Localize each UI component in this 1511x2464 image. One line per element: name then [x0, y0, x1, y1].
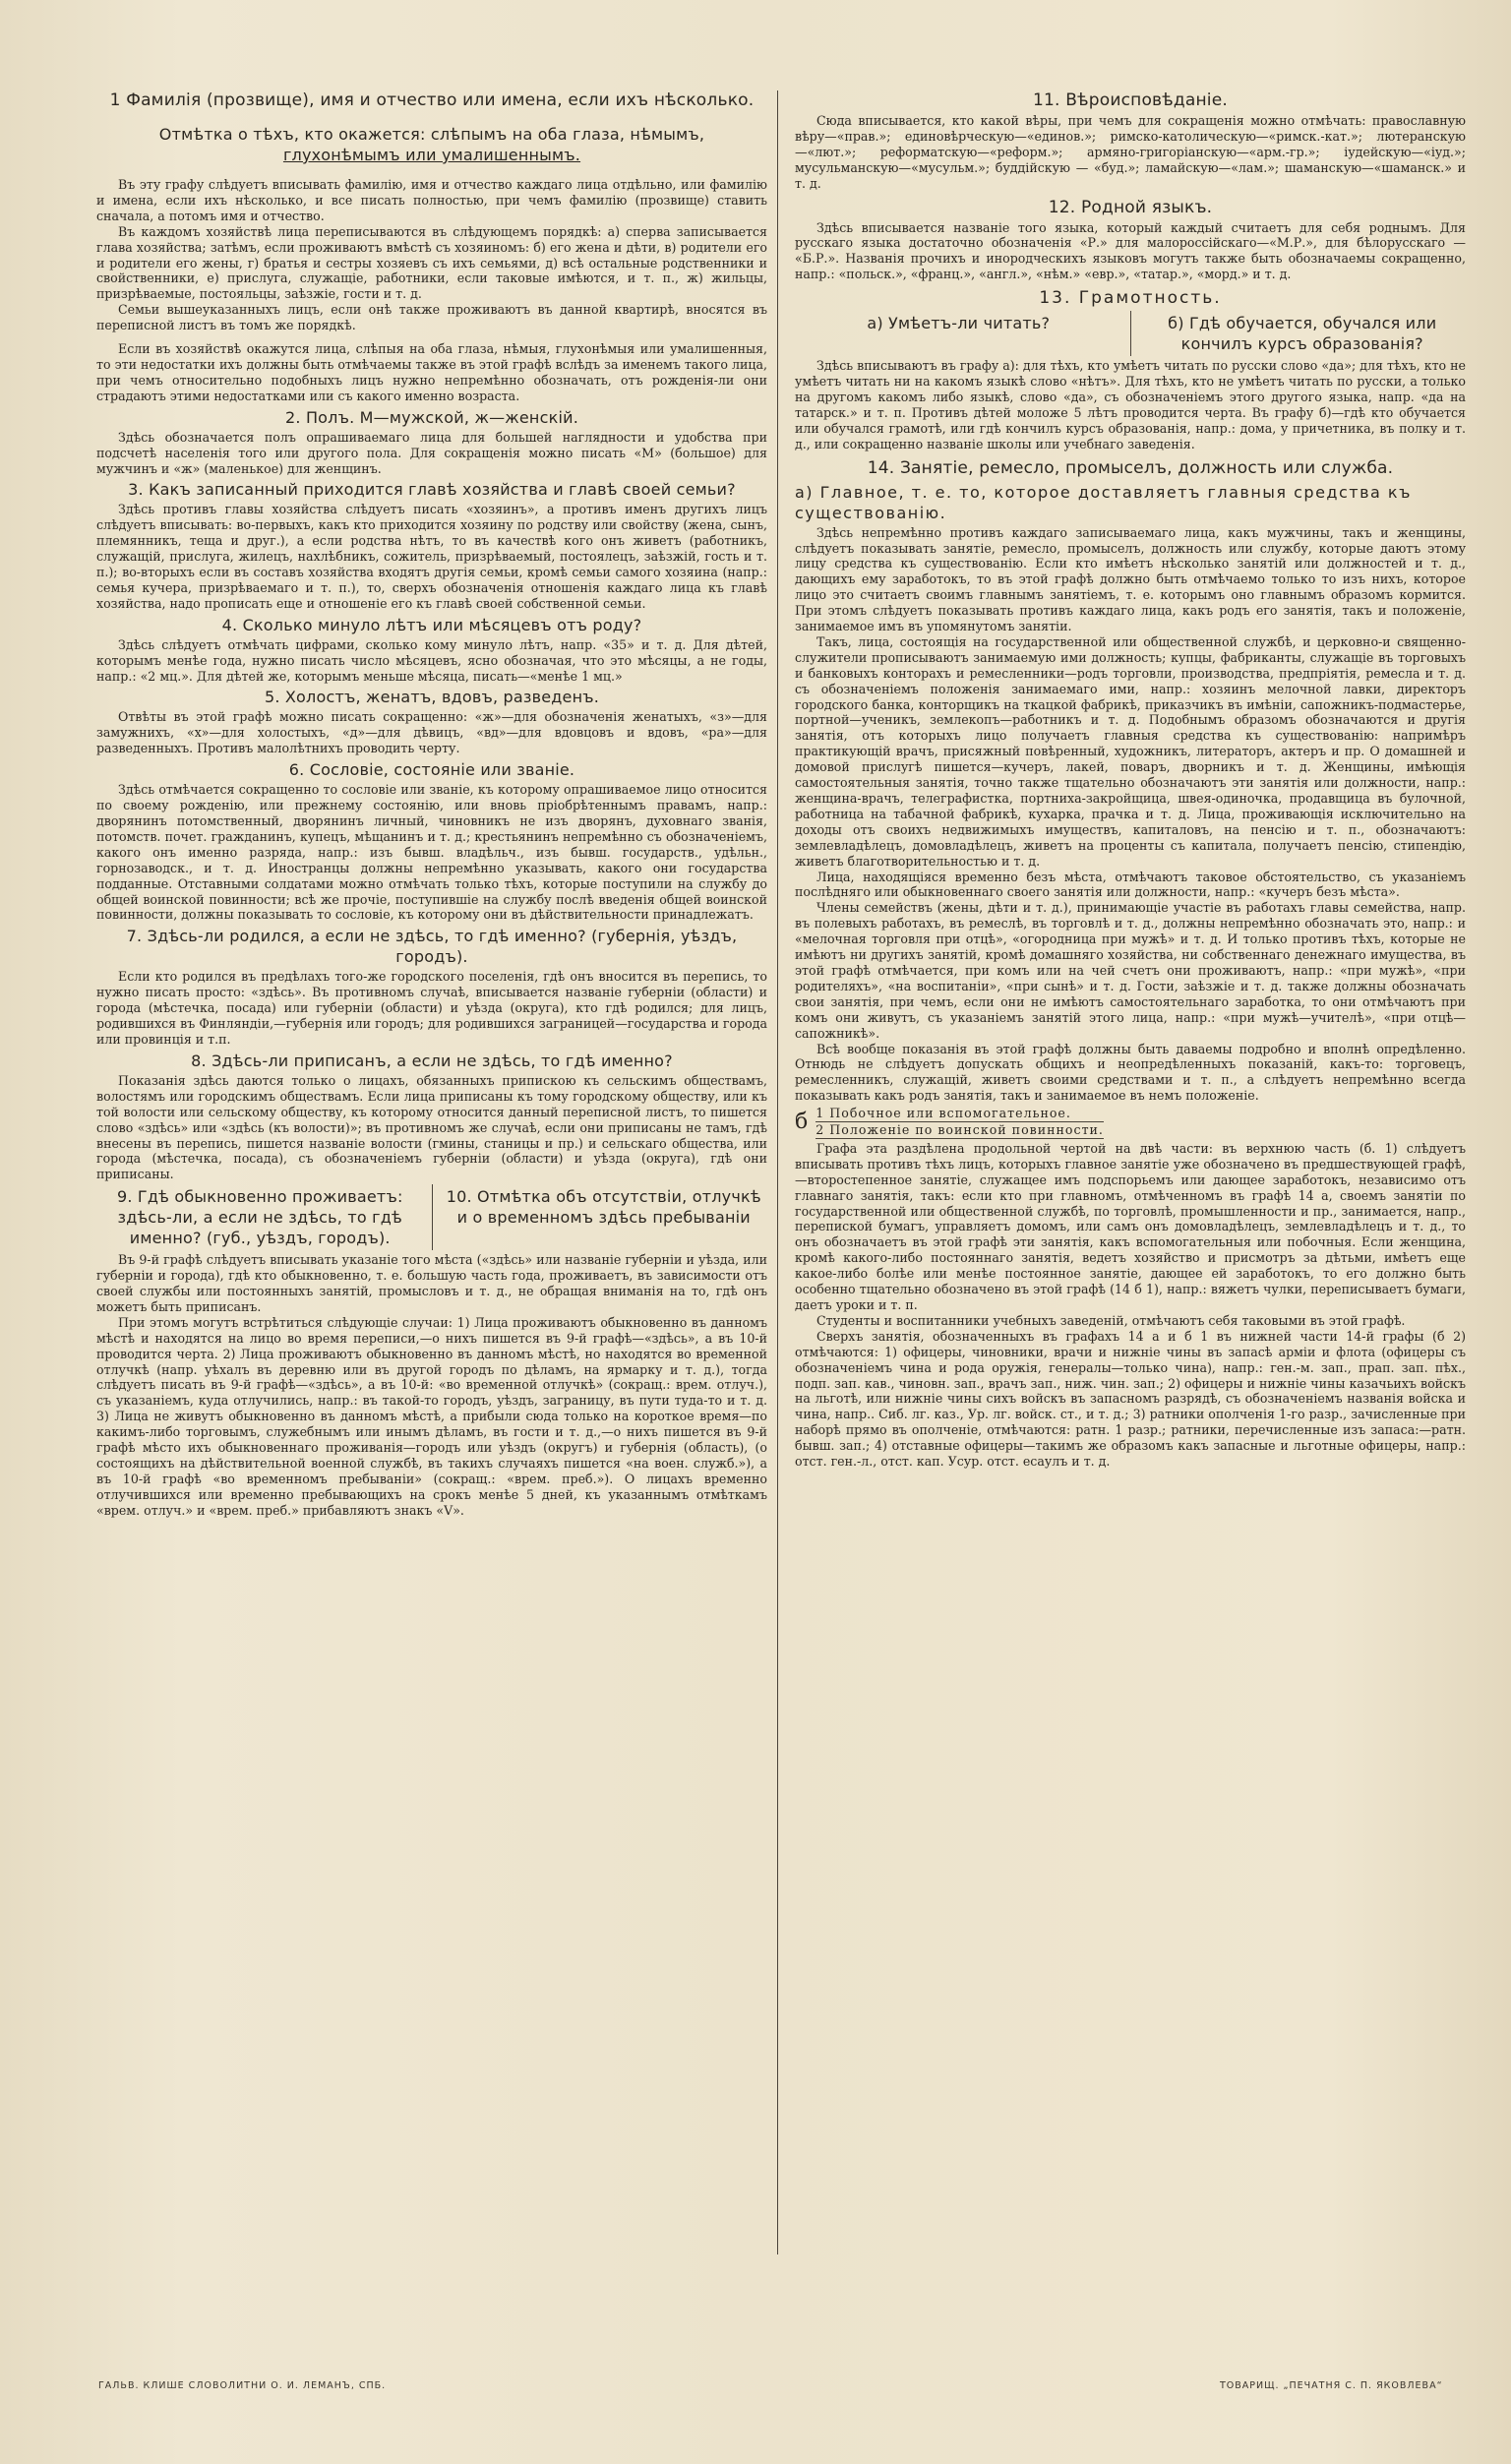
- section-13-paragraph: Здѣсь вписываютъ въ графу а): для тѣхъ, кто умѣетъ читать по русски слово «да»; для тѣхъ, кто не умѣетъ читать ни на какомъ языкѣ слово «нѣтъ». Для тѣхъ, кто не умѣетъ читать по русски, а только на другомъ какомъ либо языкѣ, слово «да», съ обозначеніемъ этого другого языка, напр. «да на татарск.» и т. п. Противъ дѣтей моложе 5 лѣтъ проводится черта. Въ графу б)—гдѣ кто обучается или обучался грамотѣ, или гдѣ кончилъ курсъ образованія, напр.: дома, у причетника, въ полку и т. д., или сокращенно названіе школы или учебнаго заведенія.: [795, 358, 1466, 451]
- section-7-paragraph: Если кто родился въ предѣлахъ того-же городского поселенія, гдѣ онъ вносится въ перепись, то нужно писать просто: «здѣсь». Въ противномъ случаѣ, вписывается названіе губерніи (области) и города (мѣстечка, посада) или губерніи (области) и уѣзда (округа), кто гдѣ родился; для лицъ, родившихся въ Финляндіи,—губернія или городъ; для родившихся заграницей—государства и города или провинція и т.п.: [96, 969, 767, 1047]
- section-9-paragraph: Въ 9-й графѣ слѣдуетъ вписывать указаніе того мѣста («здѣсь» или названіе губерніи и уѣзда, или губерніи и города), гдѣ кто обыкновенно, т. е. большую часть года, проживаетъ, въ зависимости отъ своей службы или постоянныхъ занятій, промысловъ и т. д., не обращая вниманія на то, гдѣ онъ можетъ быть приписанъ.: [96, 1252, 767, 1314]
- section-1-paragraph: Если въ хозяйствѣ окажутся лица, слѣпыя на оба глаза, нѣмыя, глухонѣмыя или умалишенныя, то эти недостатки ихъ должны быть отмѣчаемы также въ этой графѣ вслѣдъ за именемъ такого лица, при чемъ относительно подобныхъ лицъ нужно непремѣнно обозначать, отъ рожденія-ли они страдаютъ этими недостатками или съ какого именно возраста.: [96, 341, 767, 403]
- section-1-subtitle-line-2: глухонѣмымъ или умалишеннымъ.: [282, 146, 581, 164]
- section-13-b: б) Гдѣ обучается, обучался или кончилъ курсъ образованія?: [1168, 314, 1437, 354]
- section-1-subtitle: [96, 124, 767, 165]
- section-14b-letter: б: [795, 1110, 809, 1135]
- section-14-paragraph: Здѣсь непремѣнно противъ каждаго записываемаго лица, какъ мужчины, такъ и женщины, слѣдуетъ показывать занятіе, ремесло, промыселъ, должность или службу, которые даютъ этому лицу средства къ существованію. Если кто имѣетъ нѣсколько занятій или должностей и т. д., дающихъ ему заработокъ, то въ этой графѣ должно быть отмѣчаемо только то изъ нихъ, которое лицо это считаетъ своимъ главнымъ занятіемъ, т. е. которымъ оно главнымъ образомъ кормится. При этомъ слѣдуетъ показывать противъ каждаго лица, какъ родъ его занятія, такъ и положеніе, занимаемое имъ въ упомянутомъ занятіи.: [795, 524, 1466, 634]
- section-14-paragraph: Всѣ вообще показанія въ этой графѣ должны быть даваемы подробно и вполнѣ опредѣленно. Отнюдь не слѣдуетъ допускать общихъ и неопредѣленныхъ показаній, какъ-то: торговецъ, ремесленникъ, служащій, живетъ своими средствами и т. п., а слѣдуетъ непремѣнно всегда показывать какъ родъ занятія, такъ и занимаемое въ немъ положеніе.: [795, 1041, 1466, 1104]
- section-14-paragraph: Такъ, лица, состоящія на государственной или общественной службѣ, и церковно-и священно-служители прописываютъ занимаемую ими должность; купцы, фабриканты, служащіе въ торговыхъ и банковыхъ конторахъ и ремесленники—родъ торговли, производства, предпріятія, ремесла и т. д. съ обозначеніемъ положенія занимаемаго ими, напр.: хозяинъ мелочной лавки, директоръ городского банка, конторщикъ на ткацкой фабрикѣ, приказчикъ въ имѣніи, сапожникъ-подмастерье, портной—ученикъ, землекопъ—работникъ и т. д. Подобнымъ образомъ обозначаются и другія занятія, отъ которыхъ лицо получаетъ главныя средства къ существованію: напримѣръ практикующій врачъ, присяжный повѣренный, художникъ, литераторъ, актеръ и пр. О домашней и домовой прислугѣ пишется—кучеръ, лакей, поваръ, дворникъ и т. д. Женщины, имѣющія самостоятельныя занятія, точно также тщательно обозначаютъ эти занятія или должности, напр.: женщина-врачъ, телеграфистка, портниха-закройщица, швея-одиночка, продавщица въ булочной, работница на табачной фабрикѣ, кухарка, прачка и т. д. Лица, проживающія исключительно на доходы отъ своихъ недвижимыхъ имуществъ, капиталовъ, на пенсію и т. п., обозначаютъ: землевладѣлецъ, домовладѣлецъ, живетъ на проценты съ капитала, получаетъ пенсію, стипендію, живетъ благотворительностью и т. д.: [795, 633, 1466, 869]
- section-6-paragraph: Здѣсь отмѣчается сокращенно то сословіе или званіе, къ которому опрашиваемое лицо относится по своему рожденію, или прежнему состоянію, или вновь пріобрѣтеннымъ правамъ, напр.: дворянинъ потомственный, дворянинъ личный, чиновникъ не изъ дворянъ, духовнаго званія, потомств. почет. гражданинъ, купецъ, мѣщанинъ и т. д.; крестьянинъ непремѣнно съ обозначеніемъ, какого онъ именно разряда, напр.: изъ бывш. владѣльч., изъ бывш. государств., удѣльн., горнозаводск., и т. д. Иностранцы должны непремѣнно указывать, какого они государства подданные. Отставными солдатами можно отмѣчать только тѣхъ, которые поступили на службу до общей воинской повинности; всѣ же прочіе, поступившіе на службу послѣ введенія общей воинской повинности, должны показывать то сословіе, къ которому они въ дѣйствительности принадлежатъ.: [96, 782, 767, 923]
- section-5-title: 5. Холостъ, женатъ, вдовъ, разведенъ.: [264, 688, 600, 707]
- section-14-subtitle: а) Главное, т. е. то, которое доставляетъ главныя средства къ существованію.: [795, 482, 1412, 522]
- section-14b-paragraph: Графа эта раздѣлена продольной чертой на двѣ части: въ верхнюю часть (б. 1) слѣдуетъ вписывать противъ тѣхъ лицъ, которыхъ главное занятіе уже обозначено въ предшествующей графѣ,—второстепенное занятіе, служащее имъ подспорьемъ или дающее заработокъ, независимо отъ главнаго занятія, такъ: если кто при главномъ, отмѣченномъ въ графѣ 14 а, своемъ занятіи по государственной или общественной службѣ, по торговлѣ, промышленности и пр., занимается, напр., перепиской бумагъ, управляетъ домомъ, или самъ онъ домовладѣлецъ, землевладѣлецъ и т. д., то онъ обозначаетъ въ этой графѣ эти занятія, какъ вспомогательныя или побочныя. Если женщина, кромѣ какого-либо постояннаго занятія, ведетъ хозяйство и присмотръ за дѣтьми, имѣетъ еще какое-либо болѣе или менѣе постоянное занятіе, дающее ей заработокъ, то его должно быть особенно тщательно обозначено въ этой графѣ (14 б 1), напр.: вяжетъ чулки, переписываетъ бумаги, даетъ уроки и т. п.: [795, 1140, 1466, 1312]
- section-13-subheaders: [795, 311, 1466, 356]
- section-12-title: 12. Родной языкъ.: [1048, 197, 1213, 217]
- section-14b-line-1: 1 Побочное или вспомогательное.: [816, 1106, 1104, 1122]
- section-1-subtitle-line-1: Отмѣтка о тѣхъ, кто окажется: слѣпымъ на оба глаза, нѣмымъ,: [158, 125, 705, 144]
- section-12-paragraph: Здѣсь вписывается названіе того языка, который каждый считаетъ для себя роднымъ. Для русскаго языка достаточно обозначенія «Р.» для малороссійскаго—«М.Р.», для бѣлорусскаго — «Б.Р.». Названія прочихъ и инородческихъ языковъ могутъ также быть обозначаемы сокращенно, напр.: «польск.», «франц.», «англ.», «нѣм.» «евр.», «татар.», «морд.» и т. д.: [795, 219, 1466, 282]
- section-4-title: 4. Сколько минуло лѣтъ или мѣсяцевъ отъ роду?: [221, 615, 642, 634]
- section-14b-paragraph: Сверхъ занятія, обозначенныхъ въ графахъ 14 а и б 1 въ нижней части 14-й графы (б 2) отмѣчаются: 1) офицеры, чиновники, врачи и нижніе чины въ запасѣ арміи и флота (офицеры съ обозначеніемъ чина и рода оружія, генералы—только чина), напр.: ген.-м. зап., прап. зап. пѣх., подп. зап. кав., чиновн. зап., врачъ зап., ниж. чин. зап.; 2) офицеры и нижніе чины казачьихъ войскъ на льготѣ, или нижніе чины сихъ войскъ въ запасномъ разрядѣ, съ обозначеніемъ названія войска и чина, напр.. Сиб. лг. каз., Ур. лг. войск. ст., и т. д.; 3) ратники ополченія 1-го разр., зачисленные при наборѣ прямо въ ополченіе, отмѣчаются: ратн. 1 разр.; ратники, перечисленные изъ запаса:—ратн. бывш. зап.; 4) отставные офицеры—такимъ же образомъ какъ запасные и льготные офицеры, напр.: отст. ген.-л., отст. кап. Усур. отст. есаулъ и т. д.: [795, 1328, 1466, 1470]
- right-column: [795, 85, 1466, 2280]
- left-column: [96, 85, 767, 2280]
- section-8-paragraph: Показанія здѣсь даются только о лицахъ, обязанныхъ припискою къ сельскимъ обществамъ, волостямъ или городскимъ обществамъ. Если лица приписаны къ тому городскому обществу, или къ той волости или сельскому обществу, къ которому относится данный переписной листъ, то пишется слово «здѣсь» или «здѣсь (къ волости)»; въ противномъ же случаѣ, если они приписаны не тамъ, гдѣ внесены въ перепись, пишется названіе волости (гмины, станицы и пр.) и сельскаго общества, или города (мѣстечка, посада), съ обозначеніемъ губерніи (области) и уѣзда (округа), гдѣ они приписаны.: [96, 1072, 767, 1182]
- section-14b-line-2: 2 Положеніе по воинской повинности.: [816, 1122, 1104, 1138]
- section-9-paragraph: При этомъ могутъ встрѣтиться слѣдующіе случаи: 1) Лица проживаютъ обыкновенно въ данномъ мѣстѣ и находятся на лицо во время переписи,—о нихъ пишется въ 9-й графѣ—«здѣсь», а въ 10-й проводится черта. 2) Лица проживаютъ обыкновенно въ данномъ мѣстѣ, но находятся во временной отлучкѣ (напр. уѣхалъ въ деревню или въ другой городъ по дѣламъ, на ярмарку и т. д.), тогда слѣдуетъ писать въ 9-й графѣ—«здѣсь», а въ 10-й: «во временной отлучкѣ» (сокращ.: врем. отлуч.), съ указаніемъ, куда отлучились, напр.: въ такой-то городъ, уѣздъ, заграницу, въ пути туда-то и т. д. 3) Лица не живутъ обыкновенно въ данномъ мѣстѣ, а прибыли сюда только на короткое время—по какимъ-либо торговымъ, служебнымъ или инымъ дѣламъ, въ гости и т. д.,—о нихъ пишется въ 9-й графѣ мѣсто ихъ обыкновеннаго проживанія—городъ или уѣздъ (округъ) и губернія (область), (о состоящихъ на дѣйствительной военной службѣ, въ такихъ случаяхъ пишется «на воен. служб.»), а въ 10-й графѣ «во временномъ пребываніи» (сокращ.: «врем. преб.»). О лицахъ временно отлучившихся или временно пребывающихъ на срокъ менѣе 5 дней, къ указаннымъ отмѣткамъ «врем. отлуч.» и «врем. преб.» прибавляютъ знакъ «V».: [96, 1314, 767, 1518]
- section-1-paragraph: Въ каждомъ хозяйствѣ лица переписываются въ слѣдующемъ порядкѣ: а) сперва записывается глава хозяйства; затѣмъ, если проживаютъ вмѣстѣ съ хозяиномъ: б) его жена и дѣти, в) родители его и родители его жены, г) братья и сестры хозяевъ съ ихъ семьями, д) всѣ остальные родственники и свойственники, е) прислуга, служащіе, работники, если таковые имѣются, и т. п., ж) жильцы, призрѣваемые, постояльцы, заѣзжіе, гости и т. д.: [96, 223, 767, 302]
- section-14b-paragraph: Студенты и воспитанники учебныхъ заведеній, отмѣчаютъ себя таковыми въ этой графѣ.: [816, 1312, 1406, 1328]
- section-1-paragraph: Семьи вышеуказанныхъ лицъ, если онѣ также проживаютъ въ данной квартирѣ, вносятся въ переписной листъ въ томъ же порядкѣ.: [96, 302, 767, 333]
- section-1-title: 1 Фамилія (прозвище), имя и отчество или имена, если ихъ нѣсколько.: [109, 90, 755, 110]
- section-7-title: 7. Здѣсь-ли родился, а если не здѣсь, то гдѣ именно? (губернія, уѣздъ, городъ).: [126, 927, 738, 967]
- section-4-paragraph: Здѣсь слѣдуетъ отмѣчать цифрами, сколько кому минуло лѣтъ, напр. «35» и т. д. Для дѣтей, которымъ менѣе года, нужно писать число мѣсяцевъ, ясно обозначая, что это мѣсяцы, а не годы, напр.: «2 мц.». Для дѣтей же, которымъ меньше мѣсяца, писать—«менѣе 1 мц.»: [96, 636, 767, 684]
- section-6-title: 6. Сословіе, состояніе или званіе.: [288, 760, 575, 780]
- section-10-title: 10. Отмѣтка объ отсутствіи, отлучкѣ и о временномъ здѣсь пребываніи: [446, 1187, 761, 1228]
- section-11-paragraph: Сюда вписывается, кто какой вѣры, при чемъ для сокращенія можно отмѣчать: православную вѣру—«прав.»; единовѣрческую—«единов.»; римско-католическую—«римск.-кат.»; лютеранскую—«лют.»; реформатскую—«реформ.»; армяно-григоріанскую—«арм.-гр.»; іудейскую—«іуд.»; мусульманскую—«мусульм.»; буддійскую — «буд.»; ламайскую—«лам.»; шаманскую—«шаманск.» и т. д.: [795, 113, 1466, 191]
- section-14-paragraph: Лица, находящіяся временно безъ мѣста, отмѣчаютъ таковое обстоятельство, съ указаніемъ послѣдняго или обыкновеннаго своего занятія или должности, напр.: «кучеръ безъ мѣста».: [795, 869, 1466, 900]
- section-14b-header: [795, 1106, 1466, 1139]
- section-9-title: 9. Гдѣ обыкновенно проживаетъ: здѣсь-ли, а если не здѣсь, то гдѣ именно? (губ., уѣздъ, городъ).: [116, 1187, 403, 1248]
- printer-imprint-right: ТОВАРИЩ. „ПЕЧАТНЯ С. П. ЯКОВЛЕВА“: [1220, 2380, 1443, 2391]
- section-14-paragraph: Члены семействъ (жены, дѣти и т. д.), принимающіе участіе въ работахъ главы семейства, напр. въ полевыхъ работахъ, въ ремеслѣ, въ торговлѣ и т. д., должны непремѣнно обозначать это, напр.: и «мелочная торговля при отцѣ», «огородница при мужѣ» и т. д. И только противъ тѣхъ, которые не имѣютъ ни другихъ занятій, кромѣ домашняго хозяйства, ни собственнаго денежнаго имущества, въ этой графѣ отмѣчается, при комъ или на чей счетъ они проживаютъ, напр.: «при мужѣ», «при родителяхъ», «на воспитаніи», «при сынѣ» и т. д. Гости, заѣзжіе и т. д. также должны обозначать свои занятія, при чемъ, если они не имѣютъ самостоятельнаго заработка, то они отмѣчаютъ при комъ они живутъ, съ указаніемъ занятій этого лица, напр.: «при мужѣ—учителѣ», «при отцѣ—сапожникѣ».: [795, 900, 1466, 1041]
- section-13-a: а) Умѣетъ-ли читать?: [867, 314, 1051, 333]
- column-divider: [777, 90, 778, 2254]
- section-2-paragraph: Здѣсь обозначается полъ опрашиваемаго лица для большей наглядности и удобства при подсчетѣ населенія того или другого пола. Для сокращенія можно писать «М» (большое) для мужчинъ и «ж» (маленькое) для женщинъ.: [96, 429, 767, 476]
- section-13-title: 13. Грамотность.: [1039, 288, 1222, 309]
- section-1-paragraph: Въ эту графу слѣдуетъ вписывать фамилію, имя и отчество каждаго лица отдѣльно, или фамилію и имена, если ихъ нѣсколько, и все писать полностью, при чемъ фамилію (прозвище) ставить сначала, а потомъ имя и отчество.: [96, 177, 767, 223]
- section-2-title: 2. Полъ. М—мужской, ж—женскій.: [285, 407, 578, 427]
- section-14-title: 14. Занятіе, ремесло, промыселъ, должность или служба.: [867, 457, 1394, 478]
- printer-imprint-left: ГАЛЬВ. КЛИШЕ СЛОВОЛИТНИ О. И. ЛЕМАНЪ, СПБ.: [98, 2380, 387, 2391]
- section-11-title: 11. Вѣроисповѣданіе.: [1033, 90, 1228, 110]
- section-5-paragraph: Отвѣты въ этой графѣ можно писать сокращенно: «ж»—для обозначенія женатыхъ, «з»—для замужнихъ, «х»—для холостыхъ, «д»—для дѣвицъ, «вд»—для вдовцовъ и вдовъ, «ра»—для разведенныхъ. Противъ малолѣтнихъ проводить черту.: [96, 709, 767, 756]
- section-3-paragraph: Здѣсь противъ главы хозяйства слѣдуетъ писать «хозяинъ», а противъ именъ другихъ лицъ слѣдуетъ вписывать: во-первыхъ, какъ кто приходится хозяину по родству или свойству (жена, сынъ, племянникъ, теща и друг.), а если родства нѣтъ, то въ качествѣ кого онъ живетъ (работникъ, служащій, прислуга, жилецъ, нахлѣбникъ, сожитель, призрѣваемый, постоялецъ, заѣзжій, гость и т. п.); во-вторыхъ если въ составъ хозяйства входятъ другія семьи, кромѣ семьи самого хозяина (напр.: семья кучера, призрѣваемаго и т. п.), то, сверхъ обозначенія отношенія каждаго лица къ главѣ хозяйства, надо прописать еще и отношеніе его къ главѣ своей собственной семьи.: [96, 502, 767, 611]
- section-3-title: 3. Какъ записанный приходится главѣ хозяйства и главѣ своей семьи?: [128, 480, 736, 500]
- sections-9-10-header: [96, 1184, 767, 1250]
- section-8-title: 8. Здѣсь-ли приписанъ, а если не здѣсь, то гдѣ именно?: [191, 1051, 673, 1070]
